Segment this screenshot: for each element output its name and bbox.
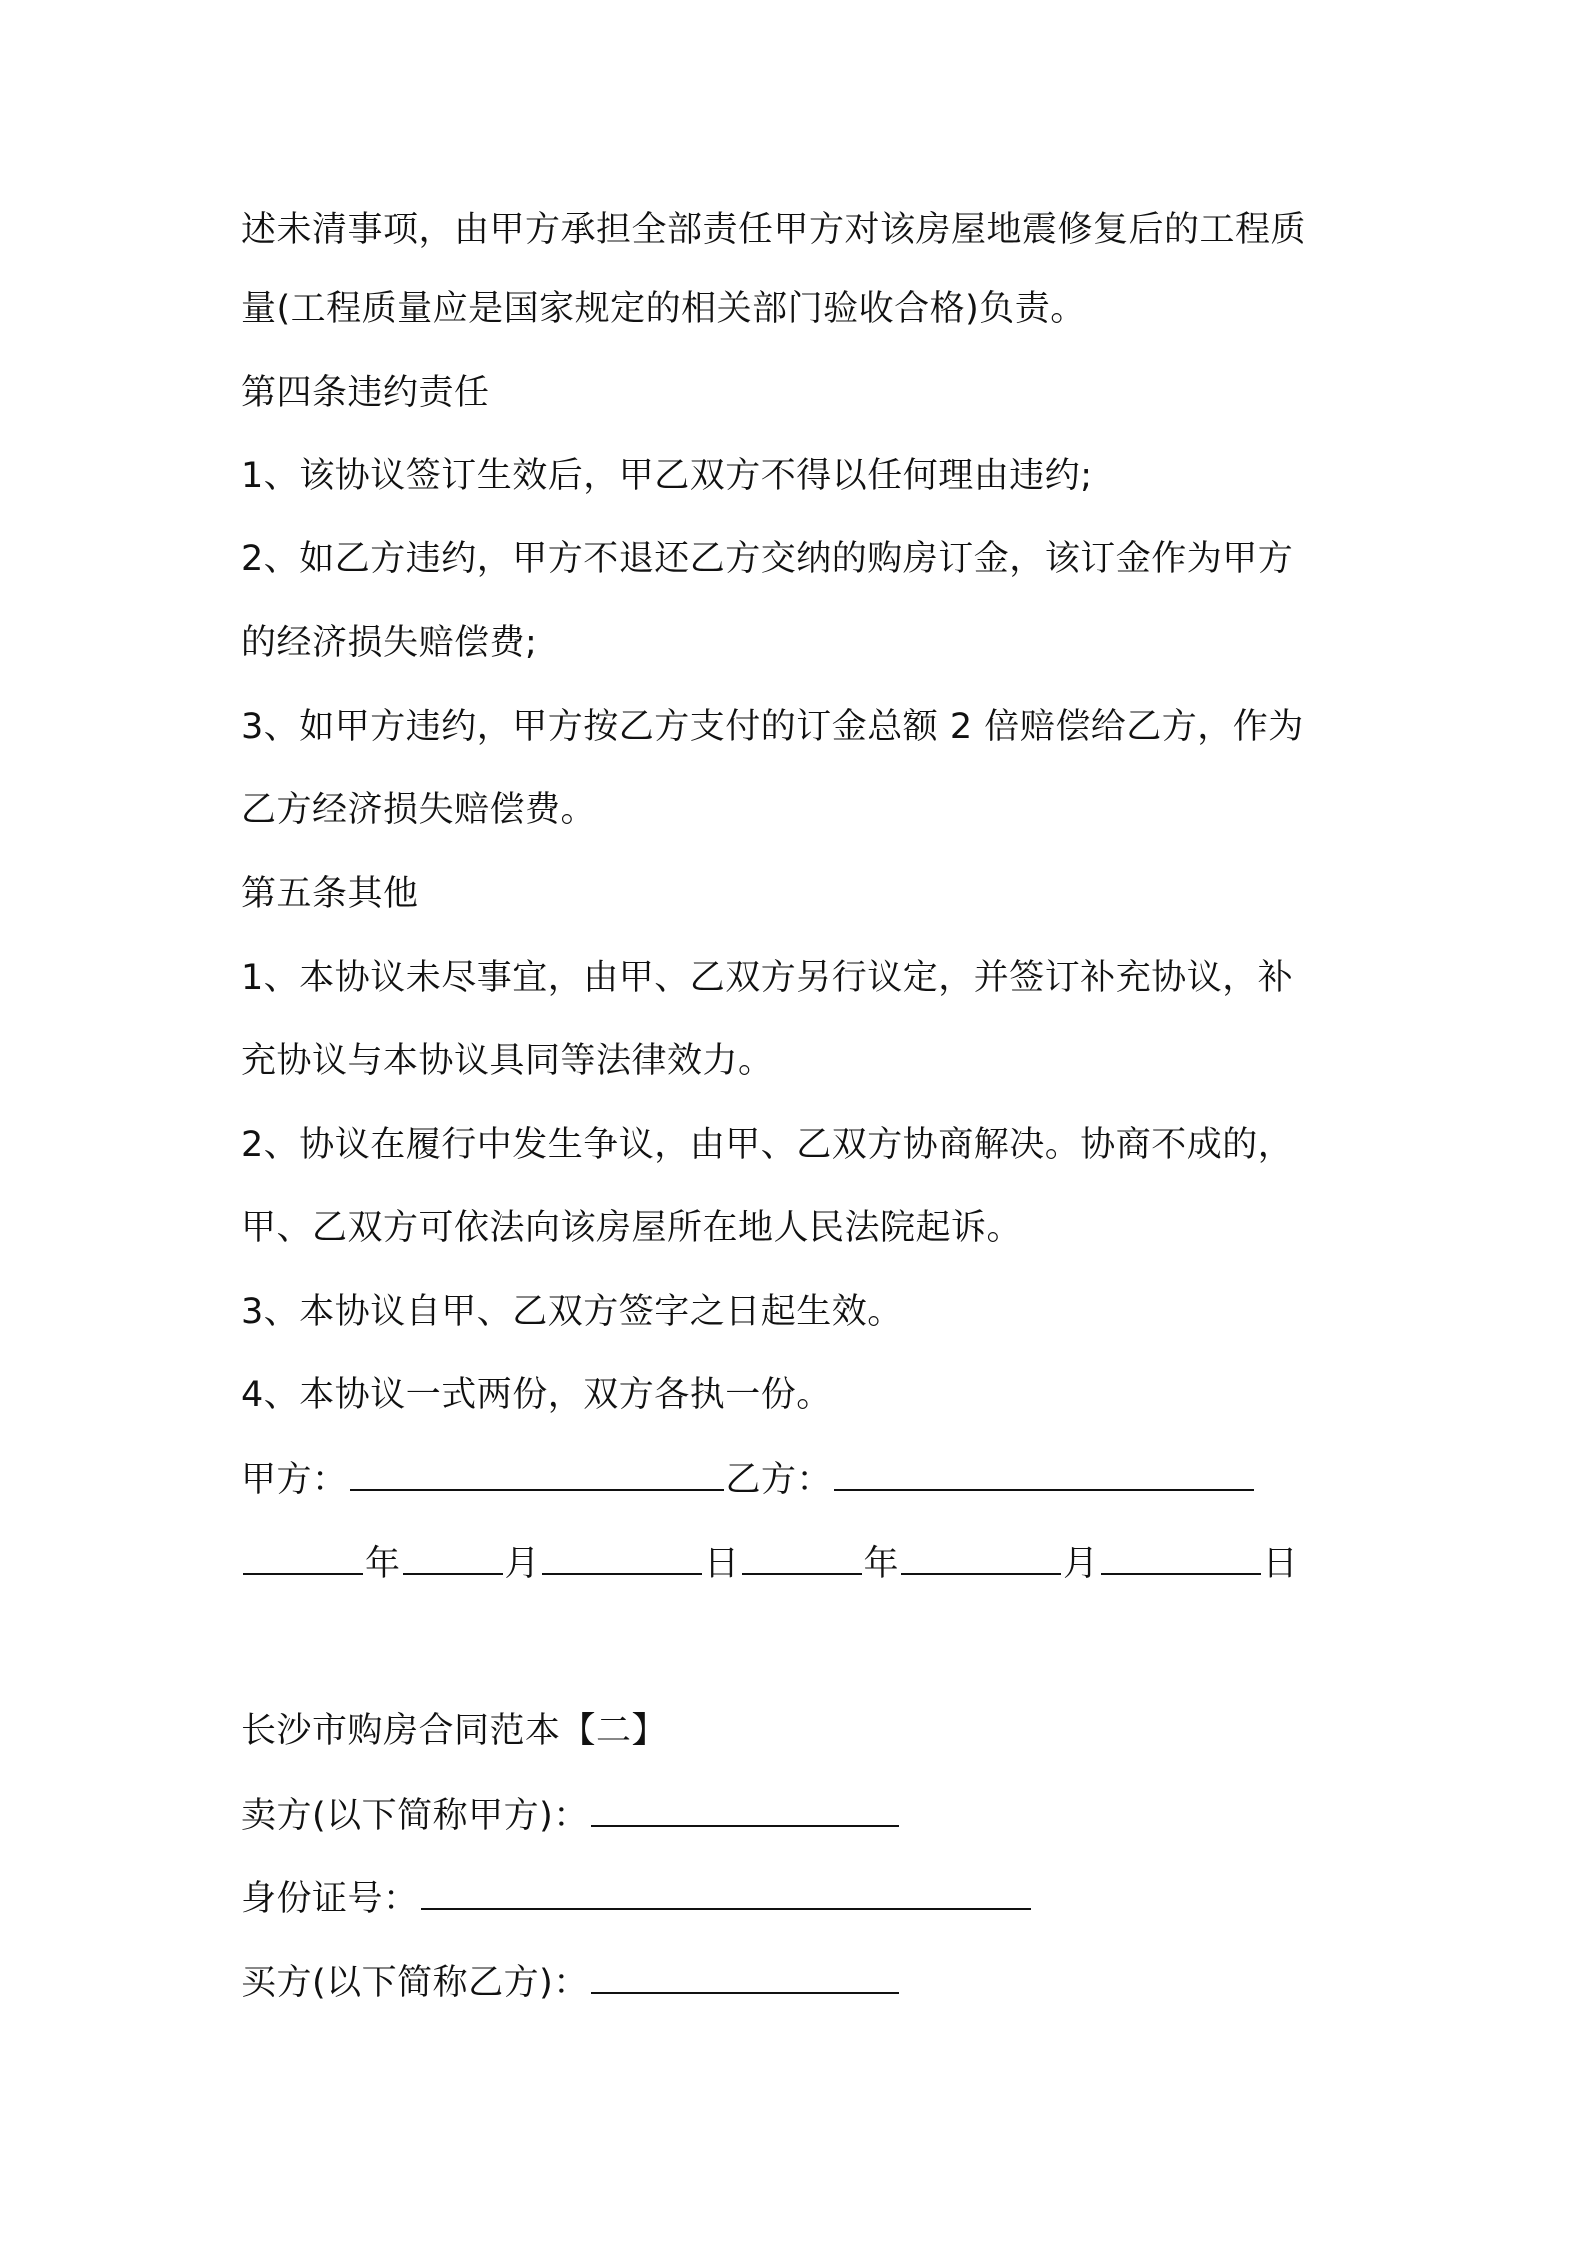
clause-item-cont: 充协议与本协议具同等法律效力。 <box>241 1041 774 1081</box>
month-label-a: 月 <box>504 1544 541 1584</box>
clause-item-cont: 的经济损失赔偿费; <box>241 623 538 663</box>
clause-item: 4、本协议一式两份，双方各执一份。 <box>241 1375 832 1415</box>
day-blank-a <box>542 1541 702 1575</box>
article-heading: 第四条违约责任 <box>241 373 490 413</box>
clause-item: 1、本协议未尽事宜，由甲、乙双方另行议定，并签订补充协议，补 <box>241 958 1294 998</box>
clause-item: 1、该协议签订生效后，甲乙双方不得以任何理由违约; <box>241 456 1093 496</box>
date-row <box>241 1541 1298 1586</box>
section-title: 长沙市购房合同范本【二】 <box>241 1711 668 1751</box>
buyer-row <box>241 1960 901 2005</box>
seller-blank <box>591 1793 899 1827</box>
signature-row <box>241 1457 1256 1502</box>
day-blank-b <box>1101 1541 1261 1575</box>
day-label-b: 日 <box>1262 1544 1299 1584</box>
year-label-a: 年 <box>365 1544 401 1584</box>
paragraph-line: 述未清事项，由甲方承担全部责任甲方对该房屋地震修复后的工程质 <box>241 210 1307 250</box>
id-row <box>241 1876 1033 1921</box>
buyer-blank <box>591 1960 899 1994</box>
article-heading: 第五条其他 <box>241 874 419 914</box>
month-blank-b <box>901 1541 1061 1575</box>
party-b-signature-blank <box>834 1457 1254 1491</box>
clause-item-cont: 甲、乙双方可依法向该房屋所在地人民法院起诉。 <box>241 1208 1023 1248</box>
party-a-signature-blank <box>350 1457 724 1491</box>
year-label-b: 年 <box>863 1544 900 1584</box>
year-blank-a <box>243 1541 363 1575</box>
clause-item: 3、本协议自甲、乙双方签字之日起生效。 <box>241 1292 903 1332</box>
party-b-label: 乙方： <box>725 1460 833 1500</box>
day-label-a: 日 <box>704 1544 740 1584</box>
seller-row <box>241 1793 901 1838</box>
clause-item: 3、如甲方违约，甲方按乙方支付的订金总额 2 倍赔偿给乙方，作为 <box>241 707 1304 747</box>
paragraph-line: 量(工程质量应是国家规定的相关部门验收合格)负责。 <box>241 289 1086 329</box>
clause-item: 2、如乙方违约，甲方不退还乙方交纳的购房订金，该订金作为甲方 <box>241 539 1294 579</box>
clause-item: 2、协议在履行中发生争议，由甲、乙双方协商解决。协商不成的， <box>241 1125 1294 1165</box>
party-a-label: 甲方： <box>241 1460 348 1500</box>
seller-label: 卖方(以下简称甲方)： <box>241 1796 589 1836</box>
buyer-label: 买方(以下简称乙方)： <box>241 1963 589 2003</box>
id-blank <box>421 1876 1031 1910</box>
month-label-b: 月 <box>1063 1544 1099 1584</box>
month-blank-a <box>403 1541 503 1575</box>
year-blank-b <box>742 1541 862 1575</box>
clause-item-cont: 乙方经济损失赔偿费。 <box>241 790 597 830</box>
id-label: 身份证号： <box>241 1879 419 1919</box>
